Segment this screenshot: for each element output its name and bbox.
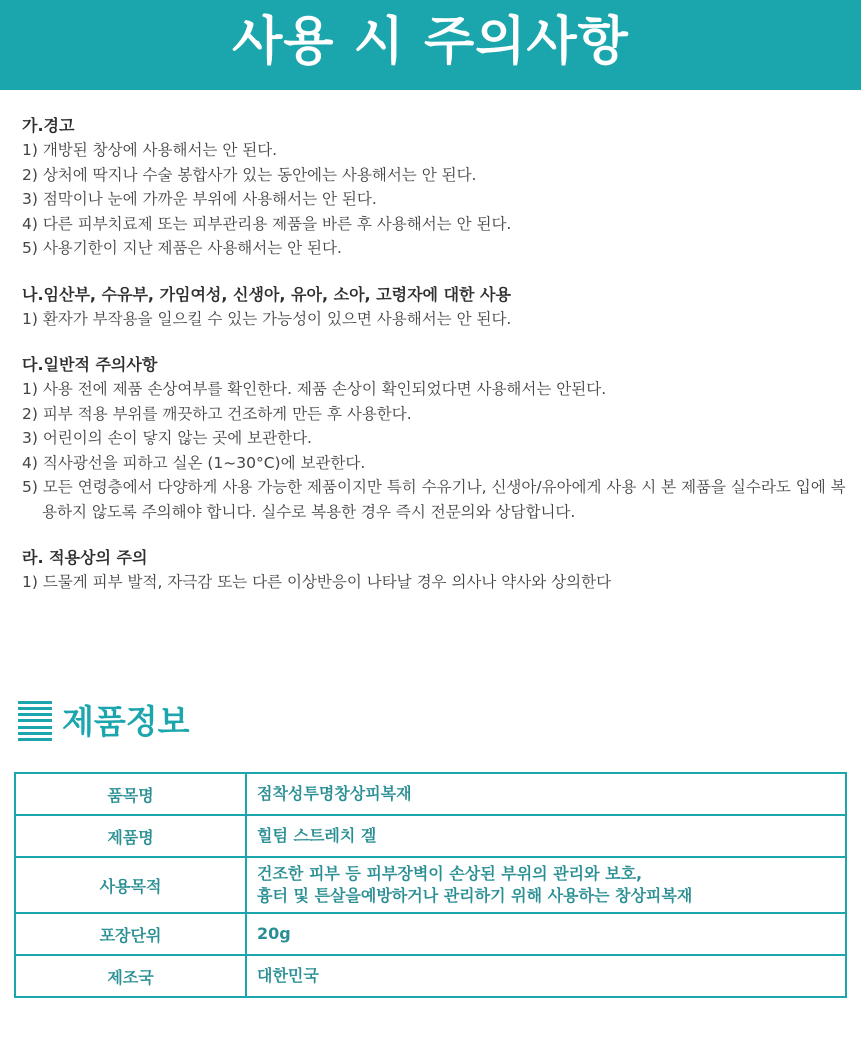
table-row xyxy=(15,913,846,955)
cautions-content xyxy=(22,114,852,617)
caution-line: 5) 모든 연령층에서 다양하게 사용 가능한 제품이지만 특히 수유기나, 신생아/유아에게 사용 시 본 제품을 실수라도 입에 복용하지 않도록 주의해야 합니다. 실수로 복용한 경우 즉시 전문의와 상담합니다. xyxy=(22,478,846,521)
caution-banner xyxy=(0,0,861,90)
section-heading: 라. 적용상의 주의 xyxy=(22,548,148,567)
list-lines-icon xyxy=(18,701,52,741)
caution-line: 1) 드물게 피부 발적, 자극감 또는 다른 이상반응이 나타날 경우 의사나 약사와 상의한다 xyxy=(22,573,612,591)
caution-line: 4) 다른 피부치료제 또는 피부관리용 제품을 바른 후 사용해서는 안 된다. xyxy=(22,214,512,233)
row-value xyxy=(246,955,846,997)
banner-title: 사용 시 주의사항 xyxy=(232,12,629,72)
caution-section-application xyxy=(22,546,852,595)
row-label: 제품명 xyxy=(15,815,246,857)
caution-section-warning xyxy=(22,114,852,261)
row-label: 포장단위 xyxy=(15,913,246,955)
table-row xyxy=(15,857,846,913)
caution-line: 3) 어린이의 손이 닿지 않는 곳에 보관한다. xyxy=(22,429,312,447)
caution-line: 1) 환자가 부작용을 일으킬 수 있는 가능성이 있으면 사용해서는 안 된다. xyxy=(22,309,512,328)
section-heading: 나.임산부, 수유부, 가임여성, 신생아, 유아, 소아, 고령자에 대한 사용 xyxy=(22,284,511,304)
row-label: 제조국 xyxy=(15,955,246,997)
table-row xyxy=(15,955,846,997)
caution-section-special-populations xyxy=(22,283,852,332)
product-info-table xyxy=(14,772,847,998)
row-value xyxy=(246,913,846,955)
row-value-line: 20g xyxy=(257,924,291,943)
row-label: 품목명 xyxy=(15,773,246,815)
caution-section-general xyxy=(22,353,852,524)
row-value-line: 대한민국 xyxy=(257,966,319,985)
row-value xyxy=(246,815,846,857)
row-value-line: 흉터 및 튼살을예방하거나 관리하기 위해 사용하는 창상피복재 xyxy=(257,886,693,905)
caution-line: 1) 사용 전에 제품 손상여부를 확인한다. 제품 손상이 확인되었다면 사용해서는 안된다. xyxy=(22,380,607,398)
product-info-header xyxy=(18,695,190,747)
section-heading: 가.경고 xyxy=(22,116,75,135)
row-value xyxy=(246,857,846,913)
caution-line: 5) 사용기한이 지난 제품은 사용해서는 안 된다. xyxy=(22,239,342,257)
row-value xyxy=(246,773,846,815)
row-value-line: 힐텀 스트레치 겔 xyxy=(257,826,377,845)
caution-line: 3) 점막이나 눈에 가까운 부위에 사용해서는 안 된다. xyxy=(22,190,377,208)
caution-line: 2) 피부 적용 부위를 깨끗하고 건조하게 만든 후 사용한다. xyxy=(22,404,412,423)
caution-line: 2) 상처에 딱지나 수술 봉합사가 있는 동안에는 사용해서는 안 된다. xyxy=(22,165,477,184)
table-row xyxy=(15,815,846,857)
row-label: 사용목적 xyxy=(15,857,246,913)
table-row xyxy=(15,773,846,815)
row-value-line: 건조한 피부 등 피부장벽이 손상된 부위의 관리와 보호, xyxy=(257,864,643,883)
row-value-line: 점착성투명창상피복재 xyxy=(257,784,412,803)
caution-line: 1) 개방된 창상에 사용해서는 안 된다. xyxy=(22,141,278,159)
caution-line: 4) 직사광선을 피하고 실온 (1~30°C)에 보관한다. xyxy=(22,453,366,472)
product-info-title: 제품정보 xyxy=(62,701,190,741)
section-heading: 다.일반적 주의사항 xyxy=(22,355,158,374)
